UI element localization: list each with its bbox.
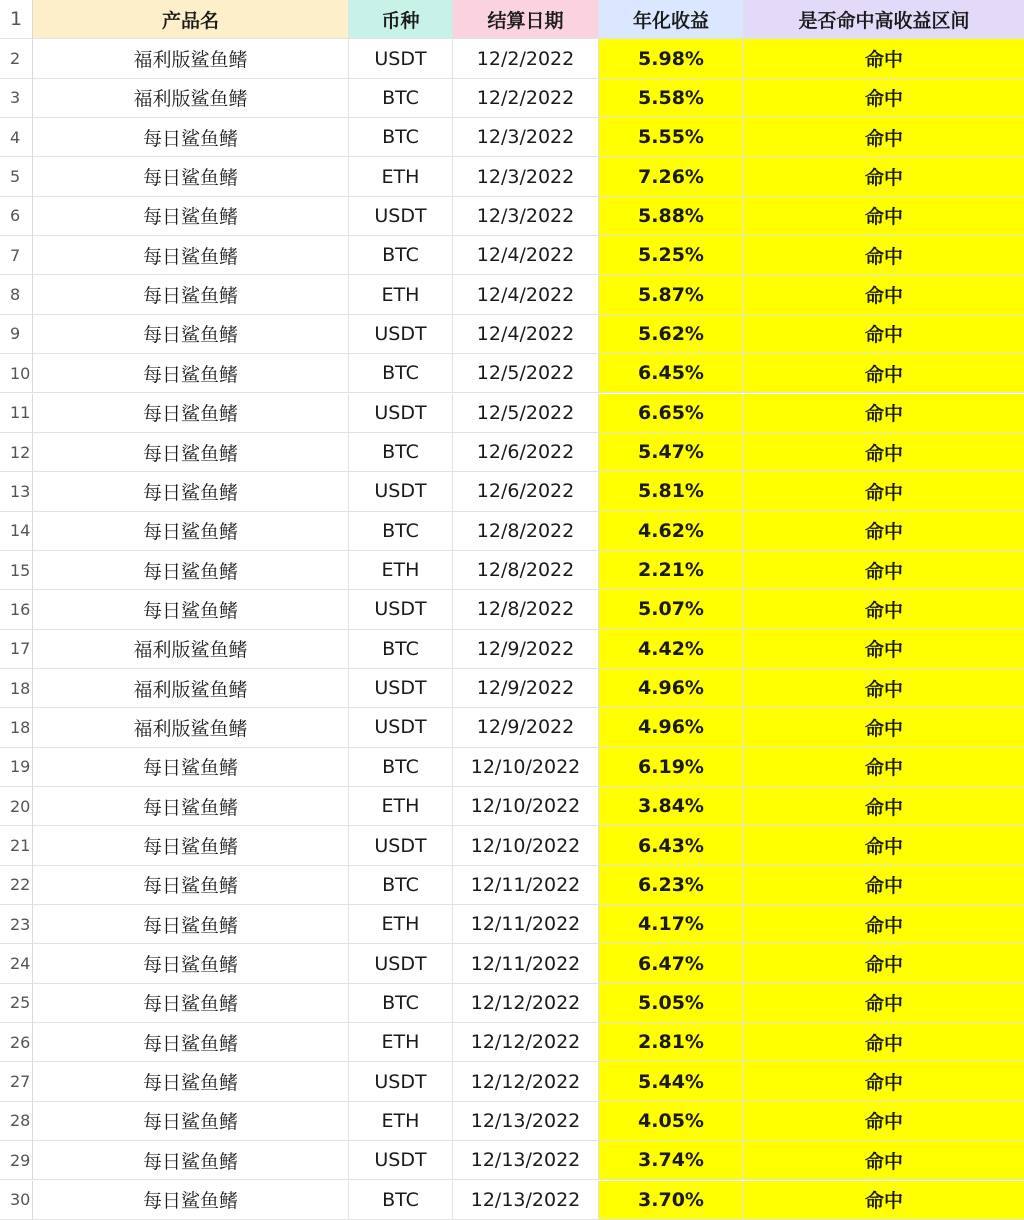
row-number[interactable]: 19 <box>0 748 33 787</box>
hit-cell[interactable]: 命中 <box>744 944 1024 983</box>
product-name-cell[interactable]: 每日鲨鱼鳍 <box>33 826 349 865</box>
row-number[interactable]: 24 <box>0 944 33 983</box>
settle-date-cell[interactable]: 12/6/2022 <box>453 433 599 472</box>
settle-date-cell[interactable]: 12/2/2022 <box>453 39 599 78</box>
table-row <box>0 1181 1024 1220</box>
row-number[interactable]: 23 <box>0 905 33 944</box>
row-number[interactable]: 2 <box>0 39 33 78</box>
table-row <box>0 315 1024 354</box>
product-name-cell[interactable]: 每日鲨鱼鳍 <box>33 905 349 944</box>
row-number[interactable]: 16 <box>0 590 33 629</box>
row-number[interactable]: 4 <box>0 118 33 157</box>
coin-cell[interactable]: ETH <box>349 551 453 590</box>
product-name-cell[interactable]: 每日鲨鱼鳍 <box>33 984 349 1023</box>
annual-yield-cell[interactable]: 5.44% <box>599 1062 744 1101</box>
settle-date-cell[interactable]: 12/9/2022 <box>453 669 599 708</box>
annual-yield-cell[interactable]: 5.88% <box>599 197 744 236</box>
table-row <box>0 748 1024 787</box>
table-row <box>0 1023 1024 1062</box>
settle-date-cell[interactable]: 12/3/2022 <box>453 157 599 196</box>
settle-date-cell[interactable]: 12/5/2022 <box>453 394 599 433</box>
table-row <box>0 1102 1024 1141</box>
coin-cell[interactable]: ETH <box>349 787 453 826</box>
coin-cell[interactable]: ETH <box>349 1102 453 1141</box>
coin-cell[interactable]: USDT <box>349 394 453 433</box>
annual-yield-cell[interactable]: 4.96% <box>599 708 744 747</box>
hit-cell[interactable]: 命中 <box>744 1062 1024 1101</box>
coin-cell[interactable]: BTC <box>349 866 453 905</box>
hit-cell[interactable]: 命中 <box>744 826 1024 865</box>
hit-cell[interactable]: 命中 <box>744 551 1024 590</box>
coin-cell[interactable]: BTC <box>349 236 453 275</box>
coin-cell[interactable]: USDT <box>349 197 453 236</box>
product-name-cell[interactable]: 每日鲨鱼鳍 <box>33 315 349 354</box>
annual-yield-cell[interactable]: 4.42% <box>599 630 744 669</box>
coin-cell[interactable]: USDT <box>349 315 453 354</box>
hit-cell[interactable]: 命中 <box>744 905 1024 944</box>
hit-cell[interactable]: 命中 <box>744 354 1024 393</box>
product-name-cell[interactable]: 每日鲨鱼鳍 <box>33 236 349 275</box>
settle-date-cell[interactable]: 12/13/2022 <box>453 1102 599 1141</box>
coin-cell[interactable]: USDT <box>349 1062 453 1101</box>
table-row <box>0 197 1024 236</box>
coin-cell[interactable]: USDT <box>349 944 453 983</box>
product-name-cell[interactable]: 每日鲨鱼鳍 <box>33 551 349 590</box>
table-row <box>0 275 1024 314</box>
row-number-header[interactable]: 1 <box>0 0 33 39</box>
hit-cell[interactable]: 命中 <box>744 630 1024 669</box>
row-number[interactable]: 8 <box>0 275 33 314</box>
header-annual-yield[interactable]: 年化收益 <box>599 0 744 39</box>
row-number[interactable]: 7 <box>0 236 33 275</box>
header-product-name[interactable]: 产品名 <box>33 0 349 39</box>
hit-cell[interactable]: 命中 <box>744 315 1024 354</box>
annual-yield-cell[interactable]: 6.19% <box>599 748 744 787</box>
table-row <box>0 236 1024 275</box>
table-row <box>0 433 1024 472</box>
annual-yield-cell[interactable]: 5.55% <box>599 118 744 157</box>
hit-cell[interactable]: 命中 <box>744 197 1024 236</box>
table-row <box>0 394 1024 433</box>
row-number[interactable]: 15 <box>0 551 33 590</box>
coin-cell[interactable]: ETH <box>349 157 453 196</box>
annual-yield-cell[interactable]: 5.47% <box>599 433 744 472</box>
row-number[interactable]: 18 <box>0 669 33 708</box>
table-row <box>0 905 1024 944</box>
annual-yield-cell[interactable]: 2.21% <box>599 551 744 590</box>
coin-cell[interactable]: BTC <box>349 630 453 669</box>
coin-cell[interactable]: BTC <box>349 748 453 787</box>
product-name-cell[interactable]: 每日鲨鱼鳍 <box>33 748 349 787</box>
table-row <box>0 944 1024 983</box>
hit-cell[interactable]: 命中 <box>744 748 1024 787</box>
hit-cell[interactable]: 命中 <box>744 39 1024 78</box>
annual-yield-cell[interactable]: 5.98% <box>599 39 744 78</box>
product-name-cell[interactable]: 福利版鲨鱼鳍 <box>33 79 349 118</box>
hit-cell[interactable]: 命中 <box>744 118 1024 157</box>
product-name-cell[interactable]: 每日鲨鱼鳍 <box>33 1181 349 1220</box>
annual-yield-cell[interactable]: 4.05% <box>599 1102 744 1141</box>
hit-cell[interactable]: 命中 <box>744 157 1024 196</box>
annual-yield-cell[interactable]: 6.65% <box>599 394 744 433</box>
hit-cell[interactable]: 命中 <box>744 433 1024 472</box>
hit-cell[interactable]: 命中 <box>744 512 1024 551</box>
annual-yield-cell[interactable]: 3.84% <box>599 787 744 826</box>
row-number[interactable]: 20 <box>0 787 33 826</box>
coin-cell[interactable]: ETH <box>349 905 453 944</box>
hit-cell[interactable]: 命中 <box>744 590 1024 629</box>
settle-date-cell[interactable]: 12/8/2022 <box>453 590 599 629</box>
settle-date-cell[interactable]: 12/12/2022 <box>453 1062 599 1101</box>
product-name-cell[interactable]: 每日鲨鱼鳍 <box>33 354 349 393</box>
annual-yield-cell[interactable]: 7.26% <box>599 157 744 196</box>
product-name-cell[interactable]: 每日鲨鱼鳍 <box>33 118 349 157</box>
annual-yield-cell[interactable]: 2.81% <box>599 1023 744 1062</box>
coin-cell[interactable]: USDT <box>349 669 453 708</box>
product-name-cell[interactable]: 每日鲨鱼鳍 <box>33 1062 349 1101</box>
product-name-cell[interactable]: 福利版鲨鱼鳍 <box>33 39 349 78</box>
table-row <box>0 472 1024 511</box>
hit-cell[interactable]: 命中 <box>744 1141 1024 1180</box>
product-name-cell[interactable]: 每日鲨鱼鳍 <box>33 866 349 905</box>
settle-date-cell[interactable]: 12/10/2022 <box>453 826 599 865</box>
annual-yield-cell[interactable]: 4.17% <box>599 905 744 944</box>
row-number[interactable]: 9 <box>0 315 33 354</box>
product-name-cell[interactable]: 每日鲨鱼鳍 <box>33 394 349 433</box>
settle-date-cell[interactable]: 12/10/2022 <box>453 748 599 787</box>
table-row <box>0 551 1024 590</box>
table-row <box>0 826 1024 865</box>
table-row <box>0 708 1024 747</box>
settle-date-cell[interactable]: 12/8/2022 <box>453 512 599 551</box>
table-row <box>0 984 1024 1023</box>
row-number[interactable]: 3 <box>0 79 33 118</box>
settle-date-cell[interactable]: 12/12/2022 <box>453 1023 599 1062</box>
table-row <box>0 39 1024 78</box>
annual-yield-cell[interactable]: 4.62% <box>599 512 744 551</box>
table-row <box>0 630 1024 669</box>
table-row <box>0 669 1024 708</box>
settle-date-cell[interactable]: 12/13/2022 <box>453 1181 599 1220</box>
coin-cell[interactable]: BTC <box>349 433 453 472</box>
row-number[interactable]: 27 <box>0 1062 33 1101</box>
settle-date-cell[interactable]: 12/8/2022 <box>453 551 599 590</box>
coin-cell[interactable]: USDT <box>349 590 453 629</box>
header-coin[interactable]: 币种 <box>349 0 453 39</box>
row-number[interactable]: 11 <box>0 394 33 433</box>
table-row <box>0 590 1024 629</box>
row-number[interactable]: 13 <box>0 472 33 511</box>
header-settle-date[interactable]: 结算日期 <box>453 0 599 39</box>
product-name-cell[interactable]: 福利版鲨鱼鳍 <box>33 669 349 708</box>
coin-cell[interactable]: ETH <box>349 275 453 314</box>
annual-yield-cell[interactable]: 5.81% <box>599 472 744 511</box>
hit-cell[interactable]: 命中 <box>744 79 1024 118</box>
coin-cell[interactable]: BTC <box>349 1181 453 1220</box>
table-row <box>0 1141 1024 1180</box>
settle-date-cell[interactable]: 12/11/2022 <box>453 866 599 905</box>
header-hit-high-yield[interactable]: 是否命中高收益区间 <box>744 0 1024 39</box>
hit-cell[interactable]: 命中 <box>744 275 1024 314</box>
coin-cell[interactable]: BTC <box>349 118 453 157</box>
settle-date-cell[interactable]: 12/9/2022 <box>453 708 599 747</box>
product-name-cell[interactable]: 每日鲨鱼鳍 <box>33 787 349 826</box>
row-number[interactable]: 29 <box>0 1141 33 1180</box>
annual-yield-cell[interactable]: 5.05% <box>599 984 744 1023</box>
annual-yield-cell[interactable]: 6.43% <box>599 826 744 865</box>
hit-cell[interactable]: 命中 <box>744 394 1024 433</box>
coin-cell[interactable]: USDT <box>349 826 453 865</box>
product-name-cell[interactable]: 每日鲨鱼鳍 <box>33 944 349 983</box>
row-number[interactable]: 14 <box>0 512 33 551</box>
annual-yield-cell[interactable]: 6.47% <box>599 944 744 983</box>
product-name-cell[interactable]: 每日鲨鱼鳍 <box>33 590 349 629</box>
row-number[interactable]: 25 <box>0 984 33 1023</box>
product-name-cell[interactable]: 每日鲨鱼鳍 <box>33 157 349 196</box>
settle-date-cell[interactable]: 12/4/2022 <box>453 275 599 314</box>
table-row <box>0 79 1024 118</box>
row-number[interactable]: 30 <box>0 1181 33 1220</box>
hit-cell[interactable]: 命中 <box>744 708 1024 747</box>
hit-cell[interactable]: 命中 <box>744 1181 1024 1220</box>
annual-yield-cell[interactable]: 5.87% <box>599 275 744 314</box>
settle-date-cell[interactable]: 12/4/2022 <box>453 315 599 354</box>
product-name-cell[interactable]: 福利版鲨鱼鳍 <box>33 708 349 747</box>
product-name-cell[interactable]: 每日鲨鱼鳍 <box>33 1023 349 1062</box>
settle-date-cell[interactable]: 12/6/2022 <box>453 472 599 511</box>
settle-date-cell[interactable]: 12/11/2022 <box>453 944 599 983</box>
settle-date-cell[interactable]: 12/11/2022 <box>453 905 599 944</box>
settle-date-cell[interactable]: 12/12/2022 <box>453 984 599 1023</box>
settle-date-cell[interactable]: 12/13/2022 <box>453 1141 599 1180</box>
settle-date-cell[interactable]: 12/10/2022 <box>453 787 599 826</box>
product-name-cell[interactable]: 每日鲨鱼鳍 <box>33 472 349 511</box>
hit-cell[interactable]: 命中 <box>744 472 1024 511</box>
coin-cell[interactable]: USDT <box>349 472 453 511</box>
table-row <box>0 354 1024 393</box>
table-row <box>0 866 1024 905</box>
row-number[interactable]: 10 <box>0 354 33 393</box>
row-number[interactable]: 22 <box>0 866 33 905</box>
coin-cell[interactable]: USDT <box>349 1141 453 1180</box>
settle-date-cell[interactable]: 12/3/2022 <box>453 197 599 236</box>
annual-yield-cell[interactable]: 6.45% <box>599 354 744 393</box>
table-row <box>0 787 1024 826</box>
annual-yield-cell[interactable]: 5.58% <box>599 79 744 118</box>
annual-yield-cell[interactable]: 6.23% <box>599 866 744 905</box>
annual-yield-cell[interactable]: 5.62% <box>599 315 744 354</box>
row-number[interactable]: 12 <box>0 433 33 472</box>
table-row <box>0 1062 1024 1101</box>
hit-cell[interactable]: 命中 <box>744 984 1024 1023</box>
hit-cell[interactable]: 命中 <box>744 669 1024 708</box>
coin-cell[interactable]: BTC <box>349 512 453 551</box>
coin-cell[interactable]: BTC <box>349 79 453 118</box>
annual-yield-cell[interactable]: 3.74% <box>599 1141 744 1180</box>
product-name-cell[interactable]: 每日鲨鱼鳍 <box>33 433 349 472</box>
hit-cell[interactable]: 命中 <box>744 866 1024 905</box>
coin-cell[interactable]: ETH <box>349 1023 453 1062</box>
hit-cell[interactable]: 命中 <box>744 787 1024 826</box>
table-row <box>0 118 1024 157</box>
row-number[interactable]: 18 <box>0 708 33 747</box>
coin-cell[interactable]: USDT <box>349 39 453 78</box>
hit-cell[interactable]: 命中 <box>744 1102 1024 1141</box>
annual-yield-cell[interactable]: 5.07% <box>599 590 744 629</box>
header-row <box>0 0 1024 39</box>
row-number[interactable]: 6 <box>0 197 33 236</box>
product-name-cell[interactable]: 每日鲨鱼鳍 <box>33 1102 349 1141</box>
coin-cell[interactable]: BTC <box>349 984 453 1023</box>
table-row <box>0 157 1024 196</box>
annual-yield-cell[interactable]: 4.96% <box>599 669 744 708</box>
annual-yield-cell[interactable]: 3.70% <box>599 1181 744 1220</box>
table-row <box>0 512 1024 551</box>
product-name-cell[interactable]: 每日鲨鱼鳍 <box>33 512 349 551</box>
settle-date-cell[interactable]: 12/3/2022 <box>453 118 599 157</box>
settle-date-cell[interactable]: 12/9/2022 <box>453 630 599 669</box>
settle-date-cell[interactable]: 12/4/2022 <box>453 236 599 275</box>
hit-cell[interactable]: 命中 <box>744 236 1024 275</box>
product-name-cell[interactable]: 每日鲨鱼鳍 <box>33 275 349 314</box>
coin-cell[interactable]: BTC <box>349 354 453 393</box>
hit-cell[interactable]: 命中 <box>744 1023 1024 1062</box>
settle-date-cell[interactable]: 12/2/2022 <box>453 79 599 118</box>
row-number[interactable]: 28 <box>0 1102 33 1141</box>
product-name-cell[interactable]: 福利版鲨鱼鳍 <box>33 630 349 669</box>
product-name-cell[interactable]: 每日鲨鱼鳍 <box>33 1141 349 1180</box>
annual-yield-cell[interactable]: 5.25% <box>599 236 744 275</box>
coin-cell[interactable]: USDT <box>349 708 453 747</box>
row-number[interactable]: 21 <box>0 826 33 865</box>
row-number[interactable]: 5 <box>0 157 33 196</box>
row-number[interactable]: 17 <box>0 630 33 669</box>
row-number[interactable]: 26 <box>0 1023 33 1062</box>
settle-date-cell[interactable]: 12/5/2022 <box>453 354 599 393</box>
product-name-cell[interactable]: 每日鲨鱼鳍 <box>33 197 349 236</box>
